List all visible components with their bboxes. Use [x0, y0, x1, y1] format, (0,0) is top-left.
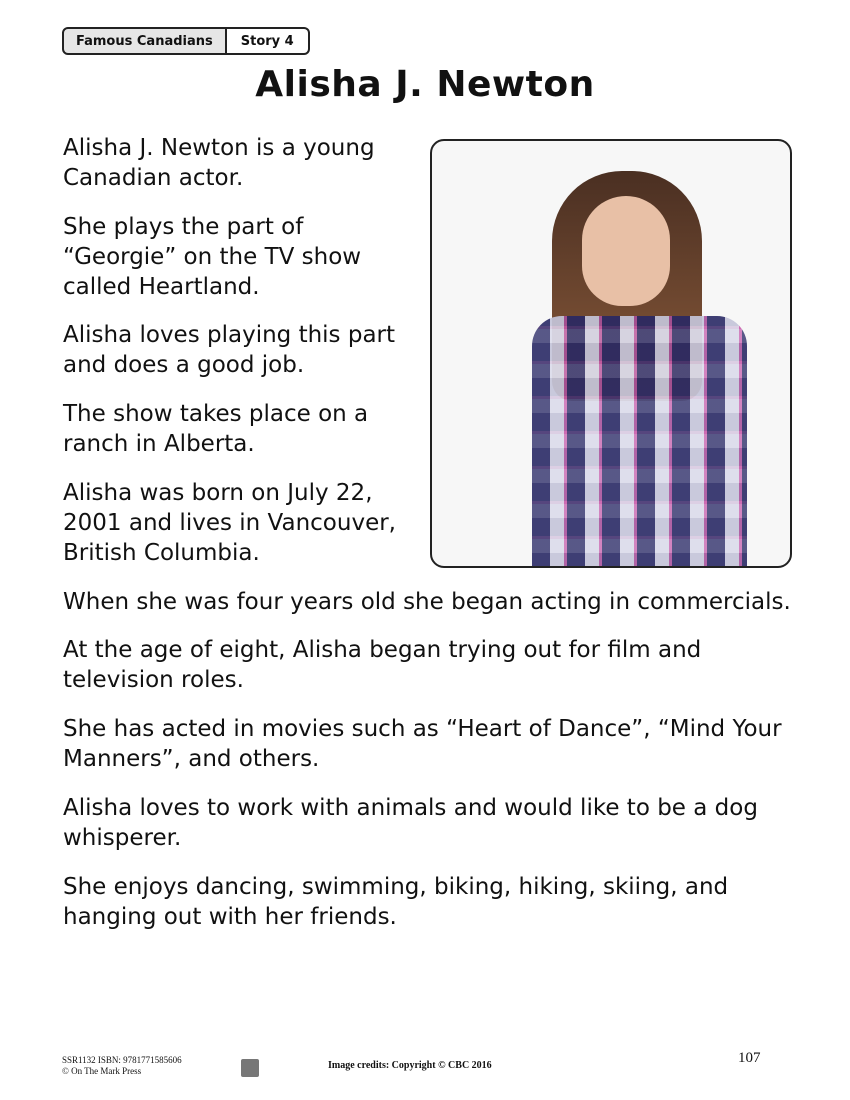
text-line: British Columbia.	[63, 540, 260, 566]
text-line: At the age of eight, Alisha began trying out for film and	[63, 637, 702, 663]
paragraph	[63, 714, 782, 774]
document-icon	[241, 1059, 259, 1077]
text-line: Alisha loves to work with animals and would like to be a dog	[63, 795, 758, 821]
footer-publisher: © On The Mark Press	[62, 1066, 142, 1076]
text-line: and does a good job.	[63, 352, 305, 378]
actor-photo	[430, 139, 792, 568]
text-line: She enjoys dancing, swimming, biking, hiking, skiing, and	[63, 874, 729, 900]
text-line: 2001 and lives in Vancouver,	[63, 510, 396, 536]
paragraph	[63, 320, 395, 380]
footer-code: SSR1132 ISBN: 9781771585606	[62, 1055, 182, 1065]
text-line: “Georgie” on the TV show	[63, 244, 362, 270]
text-line: Manners”, and others.	[63, 746, 320, 772]
text-line: television roles.	[63, 667, 244, 693]
text-line: She has acted in movies such as “Heart of Dance”, “Mind Your	[63, 716, 782, 742]
footer-left	[62, 1055, 182, 1077]
header-tabs	[62, 27, 310, 55]
text-line: Alisha J. Newton is a young	[63, 135, 375, 161]
page-title: Alisha J. Newton	[255, 64, 595, 105]
text-line: Alisha was born on July 22,	[63, 480, 373, 506]
image-credits: Image credits: Copyright © CBC 2016	[328, 1060, 492, 1071]
text-line: The show takes place on a	[63, 401, 369, 427]
page-number: 107	[738, 1050, 761, 1066]
paragraph	[63, 399, 368, 459]
text-line: Alisha loves playing this part	[63, 322, 396, 348]
text-line: When she was four years old she began acting in commercials.	[63, 589, 791, 615]
photo-shirt	[532, 316, 747, 568]
text-line: ranch in Alberta.	[63, 431, 255, 457]
text-line: called Heartland.	[63, 274, 260, 300]
paragraph	[63, 478, 396, 568]
paragraph	[63, 212, 361, 302]
photo-face	[582, 196, 670, 306]
text-line: hanging out with her friends.	[63, 904, 397, 930]
paragraph	[63, 793, 758, 853]
series-tab: Famous Canadians	[62, 27, 227, 55]
story-tab: Story 4	[227, 27, 310, 55]
paragraph	[63, 872, 728, 932]
paragraph	[63, 587, 791, 617]
paragraph	[63, 635, 701, 695]
text-line: She plays the part of	[63, 214, 304, 240]
text-line: whisperer.	[63, 825, 182, 851]
paragraph	[63, 133, 375, 193]
text-line: Canadian actor.	[63, 165, 244, 191]
